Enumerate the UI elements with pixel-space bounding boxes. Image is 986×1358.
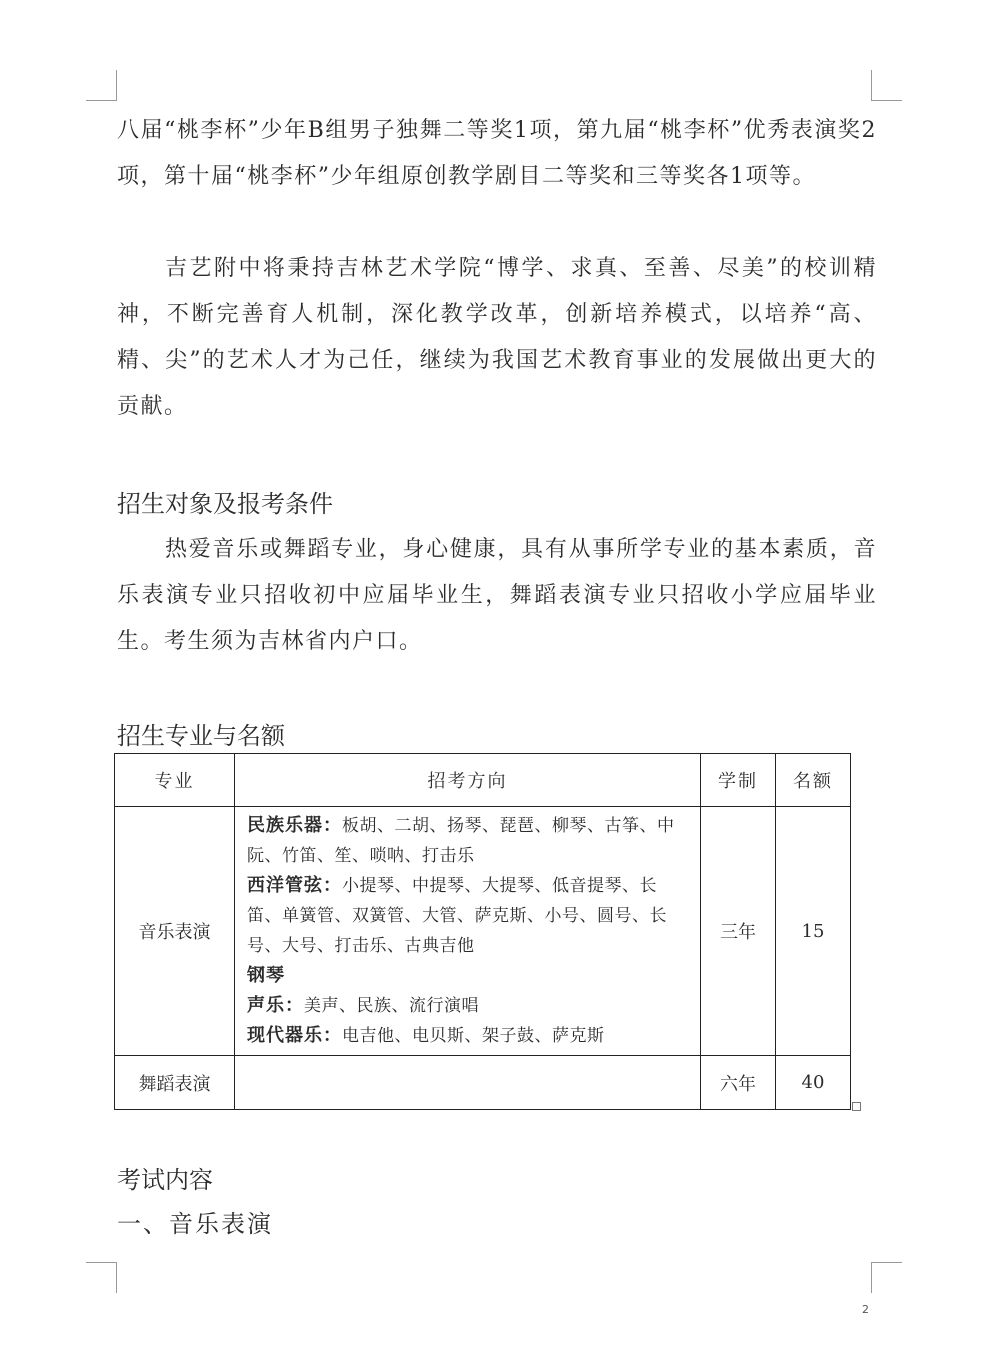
header-major: 专业: [115, 754, 235, 807]
direction-group-western: [247, 871, 690, 961]
intro-continuation: 八届“桃李杯”少年B组男子独舞二等奖1项，第九届“桃李杯”优秀表演奖2项，第十届“桃李杯”少年组原创教学剧目二等奖和三等奖各1项等。: [117, 118, 877, 189]
page-number: 2: [862, 1303, 869, 1316]
direction-group-folk: [247, 811, 690, 871]
group-items: 小提琴、中提琴、大提琴、低音提琴、长笛、单簧管、双簧管、大管、萨克斯、小号、圆号、长号、大号、打击乐、古典吉他: [247, 876, 667, 956]
music-directions-cell: [235, 807, 701, 1056]
direction-group-vocal: [247, 991, 690, 1021]
table-row-dance: [115, 1056, 851, 1110]
exam-subheading: 一、音乐表演: [117, 1210, 273, 1238]
music-major-cell: 音乐表演: [115, 807, 235, 1056]
music-years-cell: 三年: [701, 807, 776, 1056]
exam-heading: 考试内容: [117, 1166, 213, 1194]
group-label: 钢琴: [247, 965, 285, 986]
group-label: 现代器乐：: [247, 1025, 342, 1046]
direction-group-modern: [247, 1021, 690, 1051]
intro-mission: 吉艺附中将秉持吉林艺术学院“博学、求真、至善、尽美”的校训精神，不断完善育人机制，深化教学改革，创新培养模式，以培养“高、精、尖”的艺术人才为己任，继续为我国艺术教育事业的发展做出更大的贡献。: [117, 256, 877, 419]
crop-mark-top-right: [871, 70, 902, 101]
dance-quota-cell: 40: [776, 1056, 851, 1110]
crop-mark-top-left: [86, 70, 117, 101]
table-resize-handle[interactable]: [852, 1102, 861, 1111]
majors-heading: 招生专业与名额: [117, 722, 285, 750]
group-label: 民族乐器：: [247, 815, 342, 836]
crop-mark-bottom-left: [86, 1262, 117, 1293]
header-direction: 招考方向: [235, 754, 701, 807]
majors-table: [114, 753, 851, 1110]
music-quota-cell: 15: [776, 807, 851, 1056]
group-label: 声乐：: [247, 995, 304, 1016]
group-items: 板胡、二胡、扬琴、琵琶、柳琴、古筝、中阮、竹笛、笙、唢呐、打击乐: [247, 816, 675, 866]
dance-major-cell: 舞蹈表演: [115, 1056, 235, 1110]
group-items: 电吉他、电贝斯、架子鼓、萨克斯: [342, 1026, 605, 1046]
table-row-music: [115, 807, 851, 1056]
dance-directions-cell: [235, 1056, 701, 1110]
eligibility-heading: 招生对象及报考条件: [117, 490, 333, 518]
header-quota: 名额: [776, 754, 851, 807]
group-items: 美声、民族、流行演唱: [304, 996, 479, 1016]
direction-group-piano: [247, 961, 690, 991]
header-years: 学制: [701, 754, 776, 807]
eligibility-text: 热爱音乐或舞蹈专业，身心健康，具有从事所学专业的基本素质，音乐表演专业只招收初中应届毕业生，舞蹈表演专业只招收小学应届毕业生。考生须为吉林省内户口。: [117, 537, 877, 654]
crop-mark-bottom-right: [871, 1262, 902, 1293]
group-label: 西洋管弦：: [247, 875, 342, 896]
dance-years-cell: 六年: [701, 1056, 776, 1110]
table-header-row: [115, 754, 851, 807]
